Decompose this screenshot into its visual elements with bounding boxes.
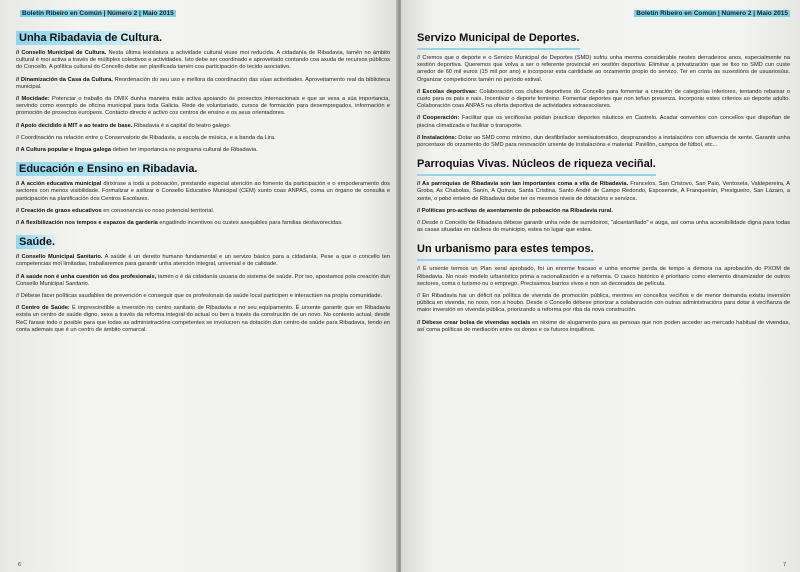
section-title-parroquias: Parroquias Vivas. Núcleos de riqueza veciñal. <box>417 158 656 176</box>
paragraph: // Coordinación na relación entre o Conservatorio de Ribadavia, a escola de música, e a banda da Lira. <box>16 134 276 141</box>
section-title-deportes: Servizo Municipal de Deportes. <box>417 32 580 50</box>
right-page-header: Boletín Ribeiro en Común | Número 2 | Maio 2015 <box>636 10 788 17</box>
section-saude <box>16 232 390 334</box>
paragraph: // É urxente termos un Plan xeral aprobado, foi un enorme fracaso e unha enorme perda de tempo a demora na aprobación do PXOM de Ribadavia. No noso modelo urbanístico prima a racionalización e a reforma. O casco histórico é prioritario como elemento dinamizador de outros sectores, coma o turismo ou o emprego. Precisamos barrios vivos e non só decorados de película. <box>417 266 790 287</box>
paragraph: // A acción educativa municipal dirixirase a toda a poboación, prestando especial atención ao fomento da participación e o empoderamento dos sectores con menos visibilidade. Formalizar e axilizar o Consello Educativo Municipal (CEM) xunto coas ANPAS, coma un órgano de consulta e participación na planificación dos Centros Escolares. <box>16 181 391 202</box>
paragraph: // Apoio decidido á MIT e ao teatro de base. Ribadavia é a capital do teatro galego. <box>16 122 232 129</box>
left-page <box>0 0 398 572</box>
paragraph: // Consello Municipal de Cultura. Nesta última lexislatura a actividade cultural viuse moi reducida. A cidadanía de Ribadavia, tamén no ámbito cultural é moi activa a través de múltiples colectivos e actividades. Isto debe ser coordinado e aproveitado contando coa axuda de recursos públicos do Concello. A política cultural do Concello debe ser planificada tamén coa participación do tecido asociativo. <box>16 50 390 71</box>
section-deportes <box>417 28 790 149</box>
paragraph: // Centro de Saúde: É imprescindible a inversión no centro sanitario de Ribadavia e no seu equipamento. É urxente garantir que en Ribadavia exista un centro de saúde digno, sexa a través da reforma integral do actual ou ben a través da construción de un novo. No contexto actual, desde ReC farase todo o posible para que todas as administracións competentes se involucren na dotación dun centro de saúde para Ribadavia, tendo en conta ademais que é un centro de ámbito comarcal. <box>16 305 390 333</box>
paragraph: // Escolas deportivas: Colaboración cos clubes deportivos do Concello para fomentar a creación de categorías inferiores, tentando rebaixar o custo para os pais e nais. Incentivar o deporte feminino. Fomentar deportes que non teñan presenza. Incorporar estes criterios ao deporte adulto. Colaboración coas ANPAS na oferta deportiva de actividades extraescolares. <box>417 88 790 110</box>
paragraph: // Dinamización da Casa da Cultura. Reordenación do seu uso e mellora da coordinación das súas actividades. Aproveitamento real da biblioteca municipal. <box>16 76 390 90</box>
left-page-header: Boletín Ribeiro en Común | Número 2 | Maio 2015 <box>22 10 174 17</box>
page-number-left: 6 <box>18 562 22 568</box>
paragraph: // As parroquias de Ribadavia son tan importantes coma a vila de Ribadavia. Francelos, San Cristovo, San Paio, Ventosela, Valdepereira, A Groba, As Chabolas, Sanín, A Quinza, Santa Cristina, Santo André de Campo Redondo, Esposende, A Franqueirán, Prexigueiro, San Lázaro, a xente, o pobo enteiro de Ribadavia debe ter os mesmos niveis de dotacións e servizos. <box>417 181 790 202</box>
section-educacion <box>16 159 390 227</box>
paragraph: // Consello Municipal Sanitario. A saúde é un dereito humano fundamental e un servizo básico para a cidadanía. Pese a que o concello ten competencias moi limitadas, traballaremos para garantir unha atención integral, universal e de calidade. <box>16 254 390 268</box>
paragraph: // Débese crear bolsa de vivendas sociais en réxime de alugamento para as persoas que non poden acceder ao mercado habitual de vivendas, así coma políticas de mediación entre os donos e os futuros inquilinos. <box>417 319 791 333</box>
section-parroquias <box>417 154 790 234</box>
section-title-saude: Saúde. <box>16 235 58 249</box>
paragraph: // A saúde non é unha cuestión só dos profesionais, tamén o é da cidadanía usuaria do sistema de saúde. Por iso, apostamos pola creación dun Consello Municipal Sanitario. <box>16 273 390 287</box>
paragraph: // Cooperación: Facilitar que os veciños/as poidan practicar deportes náuticos en Castrelo. Acadar convenios con concellos que dispoñan de piscina climatizada e facilitar o transporte. <box>417 115 790 129</box>
paragraph: // Débese facer políticas saudables de prevención e conseguir que os profesionais da saúde local participen e interactúen na propia comunidade. <box>16 293 383 300</box>
paragraph: // Creación de graos educativos en consonancia co noso potencial territorial. <box>16 207 215 214</box>
paragraph: // Mocidade: Potenciar o traballo da OMIX dunha maneira máis activa apoiando ós proxectos internacionais e que se vexa a súa importancia, servindo como exemplo de oficina municipal para toda Galicia. Rede de voluntariado, cursos de formación para desempregados, información e promoción de proxectos europeos. Contacto directo e activo cos centros de ensino e os seus orientadores. <box>16 96 390 117</box>
paragraph: // Cremos que o deporte e o Servizo Municipal de Deportes (SMD) sufriu unha merma considerable nestes derradeiros anos, especialmente na xestión deportiva. Queremos que volva a ser o referente provincial en xestión deportiva: Eliminar a privatización que se fixo no SMD cun custe arredor de 60 mil euros (15 mil por ano) e incorporar esta cantidade ao orzamento propio do servizo. Ter en conta as suxestións de usuarios/as. Organizar competicións tamén no período estival. <box>417 55 790 83</box>
section-urbanismo <box>417 239 790 334</box>
right-page <box>401 0 800 572</box>
paragraph: // A Cultura popular e lingua galega deben ter importancia no programa cultural de Ribadavia. <box>16 147 258 154</box>
page-number-right: 7 <box>782 562 786 568</box>
paragraph: // Políticas pro-activas de asentamento de poboación na Ribadavia rural. <box>417 207 613 214</box>
section-cultura <box>16 28 390 154</box>
section-title-urbanismo: Un urbanismo para estes tempos. <box>417 243 594 261</box>
paragraph: // A flexibilización nos tempos e espazos da gardería engadindo incentivos ou custes asequibles para familias desfavorecidas. <box>16 220 343 227</box>
section-title-cultura: Unha Ribadavia de Cultura. <box>16 31 165 45</box>
paragraph: // En Ribadavia hai un déficit na política de vivenda de promoción pública, mentres en concellos veciños e de menor demanda existiu inversión pública en vivenda, no noso, non a houbo. Desde o Concello débese priorizar a colaboración con outras administracións para dotar á veciñanza de maior inversión en vivenda pública, priorizando a reforma por riba da nova construción. <box>417 293 790 314</box>
section-title-educacion: Educación e Ensino en Ribadavia. <box>16 162 201 176</box>
paragraph: // Instalacións: Dotar ao SMD como mínimo, dun desfibrilador semiautomático, desprazandoo a instalacións con afluencia de xente. Garantir unha porcentaxe do orzamento do SMD para renovación urxente de instalacións e material: Pavillón, campos de fútbol, etc... <box>417 134 790 149</box>
paragraph: // Desde o Concello de Ribadavia débese garantir unha rede de sumidoiros, "alcantarillado" e auga, así coma unha accesibilidade digna para todas as casas situadas en núcleos do municipio, estea no lugar que estea. <box>417 220 790 234</box>
